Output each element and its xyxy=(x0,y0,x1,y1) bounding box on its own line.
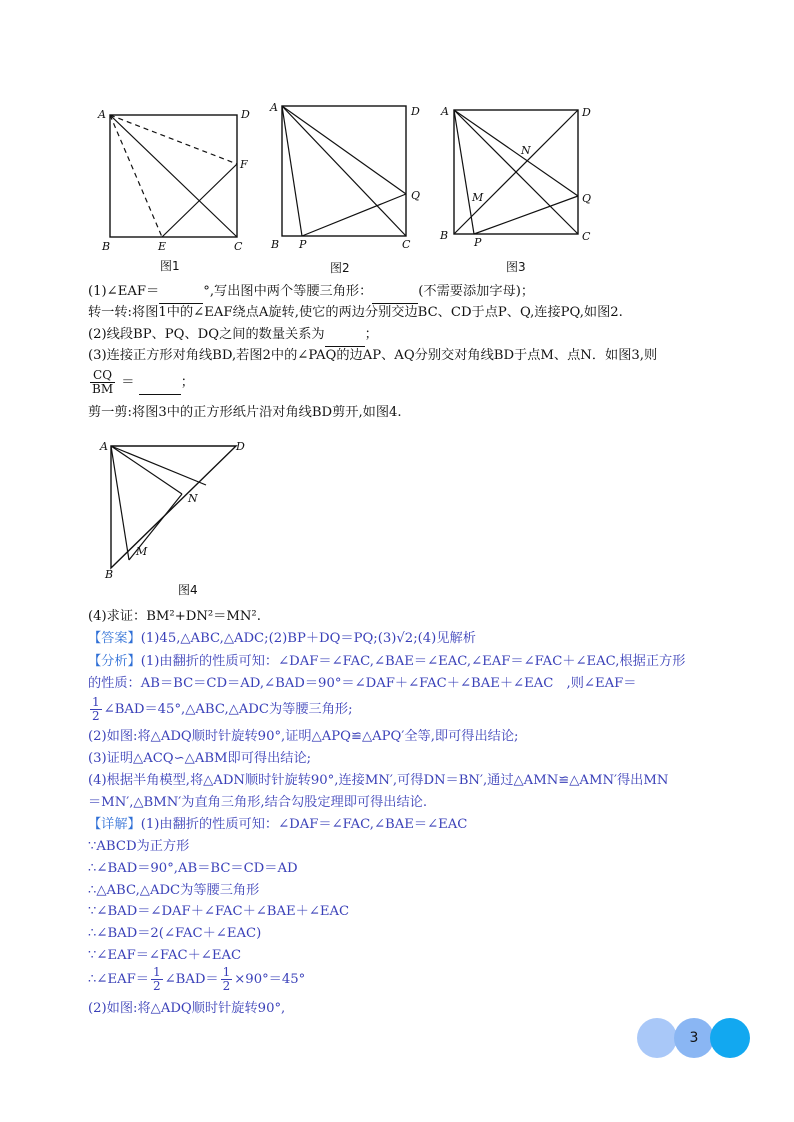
detail-line-6: ∴∠BAD＝2(∠FAC＋∠EAC) xyxy=(88,926,262,941)
analysis-line-7: ＝MN′,△BMN′为直角三角形,结合勾股定理即可得出结论. xyxy=(88,795,428,810)
fig3-label-M: M xyxy=(472,191,484,204)
fig1-label-F: F xyxy=(240,158,248,171)
ratio-fraction: $\frac{CQ}{BM}$ xyxy=(92,368,114,396)
analysis-line-4: (2)如图:将△ADQ顺时针旋转90°,证明△APQ≌△APQ′全等,即可得出结论; xyxy=(88,729,519,744)
figure-2 xyxy=(266,98,426,254)
figure-1 xyxy=(94,104,254,254)
analysis-line-5: (3)证明△ACQ∽△ABM即可得出结论; xyxy=(88,751,312,766)
fig3-label-N: N xyxy=(521,144,531,157)
fig3-label-Q: Q xyxy=(582,192,592,205)
detail-line-4: ∴△ABC,△ADC为等腰三角形 xyxy=(88,883,260,898)
fig3-label-B: B xyxy=(440,229,449,242)
figure-3-diagram xyxy=(436,100,596,250)
cut-instruction: 剪一剪:将图3中的正方形纸片沿对角线BD剪开,如图4. xyxy=(88,405,402,420)
answer-blank-3[interactable] xyxy=(325,328,365,347)
question-2: (2)线段BP、PQ、DQ之间的数量关系为 ； xyxy=(88,326,378,347)
sqrt-two: √2 xyxy=(396,631,414,646)
fig1-label-A: A xyxy=(98,108,106,121)
detail-line-3: ∴∠BAD＝90°,AB＝BC＝CD＝AD xyxy=(88,861,298,876)
page-number: 3 xyxy=(689,1030,699,1046)
fig3-label-D: D xyxy=(582,106,591,119)
question-3: (3)连接正方形对角线BD,若图2中的∠PAQ的边AP、AQ分别交对角线BD于点M、点N．如图3,则 xyxy=(88,348,658,363)
answer-line: 【答案】(1)45,△ABC,△ADC;(2)BP＋DQ＝PQ;(3)√2;(4)见解析 xyxy=(88,631,476,646)
fig3-label-A: A xyxy=(441,105,449,118)
fig4-label-M: M xyxy=(136,545,148,558)
figure-3-caption: 图3 xyxy=(506,260,526,274)
fig2-label-B: B xyxy=(271,238,280,251)
detail-line-5: ∵∠BAD＝∠DAF＋∠FAC＋∠BAE＋∠EAC xyxy=(88,904,350,919)
figure-1-caption: 图1 xyxy=(160,259,180,273)
answer-blank-2[interactable] xyxy=(372,285,418,304)
fig2-label-Q: Q xyxy=(411,189,421,202)
fig1-label-E: E xyxy=(158,240,167,253)
fig2-label-P: P xyxy=(299,238,307,251)
detail-line-7: ∵∠EAF＝∠FAC＋∠EAC xyxy=(88,948,242,963)
analysis-line-1: 【分析】(1)由翻折的性质可知：∠DAF＝∠FAC,∠BAE＝∠EAC,∠EAF＝∠FAC＋∠EAC,根据正方形 xyxy=(88,654,686,669)
question-1: (1)∠EAF＝ °,写出图中两个等腰三角形： (不需要添加字母)； xyxy=(88,283,534,304)
rotate-instruction: 转一转:将图1中的∠EAF绕点A旋转,使它的两边分别交边BC、CD于点P、Q,连接PQ,如图2. xyxy=(88,305,623,320)
figure-4-diagram xyxy=(96,436,256,586)
page-circle-left xyxy=(637,1018,677,1058)
figure-3 xyxy=(436,100,596,250)
answer-blank-4[interactable] xyxy=(139,376,181,395)
figure-2-diagram xyxy=(266,98,426,254)
figure-4-caption: 图4 xyxy=(178,583,198,597)
fig4-label-A: A xyxy=(100,440,108,453)
page-circle-right xyxy=(710,1018,750,1058)
question-4: (4)求证：BM²+DN²＝MN². xyxy=(88,609,261,624)
answer-tag: 【答案】 xyxy=(88,631,141,646)
fig2-label-D: D xyxy=(411,105,420,118)
fig1-label-D: D xyxy=(241,108,250,121)
fig4-label-D: D xyxy=(236,440,245,453)
detail-line-1: 【详解】(1)由翻折的性质可知：∠DAF＝∠FAC,∠BAE＝∠EAC xyxy=(88,817,468,832)
fig1-label-C: C xyxy=(234,240,243,253)
fig4-label-B: B xyxy=(105,568,114,581)
analysis-line-2: 的性质：AB＝BC＝CD＝AD,∠BAD＝90°＝∠DAF＋∠FAC＋∠BAE＋∠EAC ,则∠EAF＝ xyxy=(88,676,637,691)
analysis-tag: 【分析】 xyxy=(88,654,141,669)
figure-2-caption: 图2 xyxy=(330,261,350,275)
analysis-line-3: $\frac{1}{2}$ ∠BAD＝45°,△ABC,△ADC为等腰三角形; xyxy=(92,695,353,723)
fig3-label-C: C xyxy=(582,230,591,243)
detail-line-9: (2)如图:将△ADQ顺时针旋转90°, xyxy=(88,1001,286,1016)
figure-4 xyxy=(96,436,256,586)
figure-1-diagram xyxy=(94,104,254,254)
detail-line-8: ∴∠EAF＝ $\frac{1}{2}$ ∠BAD＝ $\frac{1}{2}$ ×90°＝45° xyxy=(88,965,306,993)
question-3-ratio: $\frac{CQ}{BM}$ ＝ ； xyxy=(92,368,194,396)
fig4-label-N: N xyxy=(188,492,198,505)
fig1-label-B: B xyxy=(102,240,111,253)
detail-tag: 【详解】 xyxy=(88,817,141,832)
fig2-label-A: A xyxy=(270,101,278,114)
fig2-label-C: C xyxy=(402,238,411,251)
page-number-badge xyxy=(674,1018,714,1058)
analysis-line-6: (4)根据半角模型,将△ADN顺时针旋转90°,连接MN′,可得DN＝BN′,通过△AMN≌△AMN′得出MN xyxy=(88,773,669,788)
fig3-label-P: P xyxy=(474,236,482,249)
answer-blank-1[interactable] xyxy=(159,285,203,304)
detail-line-2: ∵ABCD为正方形 xyxy=(88,839,190,854)
